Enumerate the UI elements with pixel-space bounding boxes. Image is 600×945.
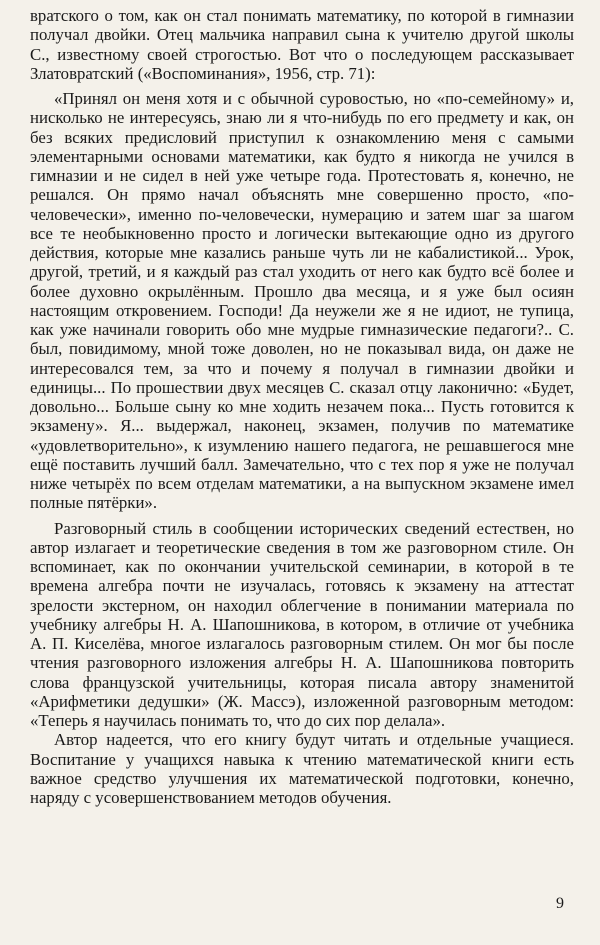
paragraph-quote: «Принял он меня хотя и с обычной суровостью, но «по-семейному» и, нисколько не интересуясь, знаю ли я что-нибудь по его предмету и как, он без всяких предисловий приступил к ознакомлению меня с самыми элементарными основами математики, как будто я никогда не учился в гимназии и не сидел в ней уже четыре года. Протестовать я, конечно, не решался. Он прямо начал объяснять мне совершенно просто, «по-человечески», именно по-человечески, нумерацию и затем шаг за шагом все те необыкновенно просто и логически вытекающие одно из другого действия, которые мне казались раньше чуть ли не кабалистикой... Урок, другой, третий, и я каждый раз стал уходить от него как будто всё более и более духовно окрылённым. Прошло два месяца, и я уже был осиян настоящим откровением. Господи! Да неужели же я не идиот, не тупица, как уже начинали говорить обо мне мудрые гимназические педагоги?.. С. был, повидимому, мной тоже доволен, но не показывал вида, он даже не интересовался тем, за что и почему я получал в гимназии двойки и единицы... По прошествии двух месяцев С. сказал отцу лаконично: «Будет, довольно... Больше сыну ко мне ходить незачем пока... Пусть готовится к экзамену». Я... выдержал, наконец, экзамен, получив по математике «удовлетворительно», к изумлению нашего педагога, не решавшегося мне ещё поставить лучший балл. Замечательно, что с тех пор я уже не получал ниже четырёх по всем отделам математики, а на выпускном экзамене имел полные пятёрки».: [30, 89, 574, 513]
page-body: [30, 6, 574, 807]
page-number: 9: [556, 895, 564, 912]
paragraph-intro: вратского о том, как он стал понимать математику, по которой в гимназии получал двойки. Отец мальчика направил сына к учителю другой школы С., известному своей строгостью. Вот что о последующем рассказывает Златовратский («Воспоминания», 1956, стр. 71):: [30, 6, 574, 83]
paragraph-style: Разговорный стиль в сообщении исторических сведений естествен, но автор излагает и теоретические сведения в том же разговорном стиле. Он вспоминает, как по окончании учительской семинарии, в которой в те времена алгебра почти не изучалась, готовясь к экзамену на аттестат зрелости экстерном, он находил облегчение в понимании материала по учебнику алгебры Н. А. Шапошникова, в котором, в отличие от учебника А. П. Киселёва, многое излагалось разговорным стилем. Он мог бы после чтения разговорного изложения алгебры Н. А. Шапошникова повторить слова французской учительницы, которая писала автору знаменитой «Арифметики дедушки» (Ж. Массэ), изложенной разговорным методом: «Теперь я научилась понимать то, что до сих пор делала».: [30, 518, 574, 730]
paragraph-hope: Автор надеется, что его книгу будут читать и отдельные учащиеся. Воспитание у учащихся навыка к чтению математической книги есть важное средство улучшения их математической подготовки, конечно, наряду с усовершенствованием методов обучения.: [30, 730, 574, 807]
